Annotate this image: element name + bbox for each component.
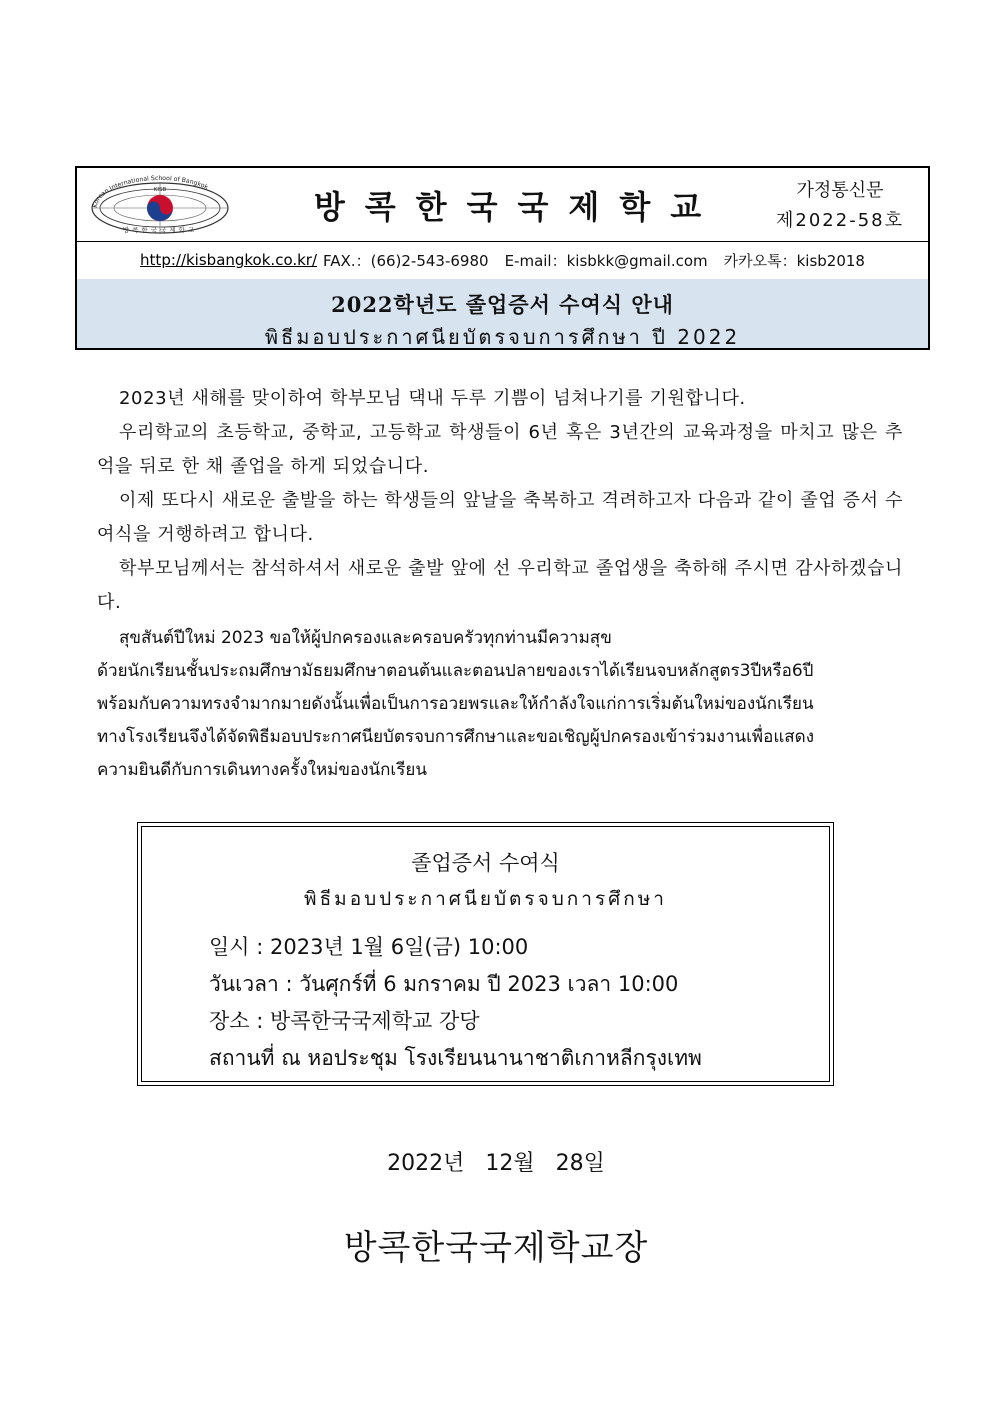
issue-date: 2022년 12월 28일 — [387, 1151, 605, 1176]
event-date-ko: 일시 : 2023년 1월 6일(금) 10:00 — [209, 935, 529, 959]
logo-ring-text: Korean International School of Bangkok — [91, 174, 210, 209]
paragraph-ceremony: 이제 또다시 새로운 출발을 하는 학생들의 앞날을 축복하고 격려하고자 다음과 같이 졸업 증서 수여식을 거행하려고 합니다. — [97, 490, 903, 545]
event-place-ko: 장소 : 방콕한국국제학교 강당 — [209, 1009, 480, 1033]
letterhead-top-row — [77, 168, 928, 242]
document-title-th: พิธีมอบประกาศนียบัตรจบการศึกษา ปี 2022 — [264, 325, 741, 349]
newsletter-number: 제2022-58호 — [776, 210, 904, 231]
thai-line: ด้วยนักเรียนชั้นประถมศึกษามัธยมศึกษาตอนต้นและตอนปลายของเราได้เรียนจบหลักสูตร3ปีหรือ6ปี — [97, 661, 814, 681]
title-band — [77, 279, 928, 348]
event-info-list — [209, 929, 702, 1077]
school-name: 방콕한국국제학교 — [313, 188, 722, 226]
newsletter-label: 가정통신문 — [796, 180, 884, 201]
email-address: E-mail：kisbkk@gmail.com — [504, 251, 708, 270]
thai-paragraph — [97, 622, 903, 787]
fax-number: FAX.：(66)2-543-6980 — [323, 251, 489, 270]
paragraph-invitation: 학부모님께서는 참석하셔서 새로운 출발 앞에 선 우리학교 졸업생을 축하해 주시면 감사하겠습니다. — [97, 558, 903, 613]
logo-badge: KISB — [153, 187, 167, 193]
contact-row — [77, 241, 928, 280]
newsletter-label-block — [776, 176, 904, 236]
kakao-id: 카카오톡：kisb2018 — [723, 251, 865, 270]
letter-body — [97, 382, 903, 787]
event-place-th: สถานที่ ณ หอประชุม โรงเรียนนานาชาติเกาหลีกรุงเทพ — [209, 1046, 702, 1070]
thai-line: สุขสันต์ปีใหม่ 2023 ขอให้ผู้ปกครองและครอบครัวทุกท่านมีความสุข — [119, 628, 612, 648]
event-box-inner-border — [141, 826, 830, 1082]
thai-line: ทางโรงเรียนจึงได้จัดพิธีมอบประกาศนียบัตรจบการศึกษาและขอเชิญผู้ปกครองเข้าร่วมงานเพื่อแสดง — [97, 727, 815, 747]
event-date-th: วันเวลา : วันศุกร์ที่ 6 มกราคม ปี 2023 เวลา 10:00 — [209, 972, 679, 996]
paragraph-greeting: 2023년 새해를 맞이하여 학부모님 댁내 두루 기쁨이 넘쳐나기를 기원합니다. — [119, 388, 746, 409]
document-title-ko: 2022학년도 졸업증서 수여식 안내 — [331, 292, 674, 317]
thai-line: ความยินดีกับการเดินทางครั้งใหม่ของนักเรียน — [97, 760, 427, 780]
thai-line: พร้อมกับความทรงจำมากมายดังนั้นเพื่อเป็นการอวยพรและให้กำลังใจแก่การเริ่มต้นใหม่ของนักเรียน — [97, 694, 814, 714]
event-details-box — [137, 822, 834, 1086]
principal-signature: 방콕한국국제학교장 — [343, 1228, 649, 1268]
event-title: 졸업증서 수여식 — [411, 851, 560, 875]
paragraph-graduation: 우리학교의 초등학교, 중학교, 고등학교 학생들이 6년 혹은 3년간의 교육과정을 마치고 많은 추억을 뒤로 한 채 졸업을 하게 되었습니다. — [97, 422, 903, 477]
letterhead — [75, 166, 930, 350]
logo-korean-text: 방콕한국국제학교 — [122, 226, 198, 234]
event-subtitle: พิธีมอบประกาศนียบัตรจบการศึกษา — [304, 888, 667, 910]
website-link[interactable]: http://kisbangkok.co.kr/ — [140, 251, 318, 269]
